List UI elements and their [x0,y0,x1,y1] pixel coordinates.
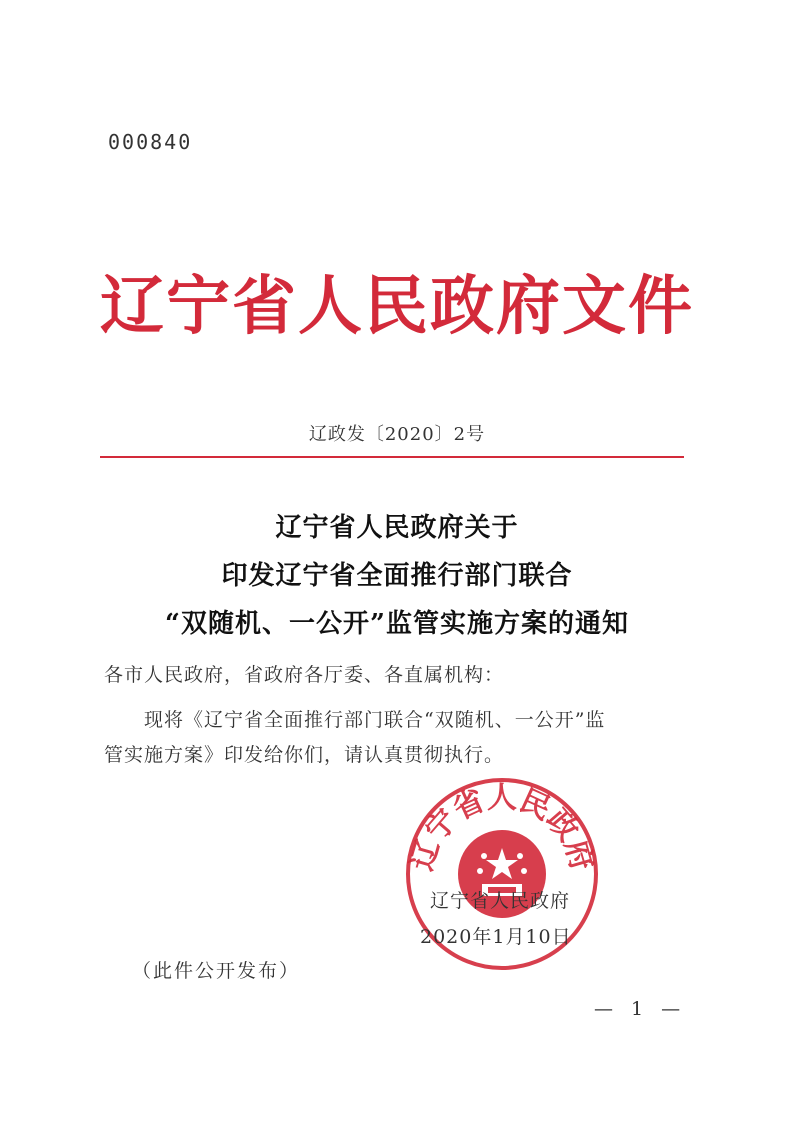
document-number: 辽政发〔2020〕2号 [308,424,486,445]
publication-note: （此件公开发布） [132,960,301,982]
issuing-authority: 辽宁省人民政府 [430,890,571,912]
body-paragraph-line-1: 现将《辽宁省全面推行部门联合“双随机、一公开”监 [144,709,606,731]
svg-text:辽宁省人民政府: 辽宁省人民政府 [404,780,600,875]
serial-number: 000840 [108,130,193,154]
page-number: — 1 — [594,998,687,1020]
issue-date: 2020年1月10日 [420,926,572,948]
title-line-3: “双随机、一公开”监管实施方案的通知 [165,609,629,639]
red-divider-line [100,456,684,458]
title-line-2: 印发辽宁省全面推行部门联合 [221,561,573,591]
title-line-1: 辽宁省人民政府关于 [275,513,519,543]
body-paragraph-line-2: 管实施方案》印发给你们，请认真贯彻执行。 [104,744,505,766]
salutation: 各市人民政府，省政府各厅委、各直属机构： [104,664,505,686]
masthead-title: 辽宁省人民政府文件 [100,270,694,344]
